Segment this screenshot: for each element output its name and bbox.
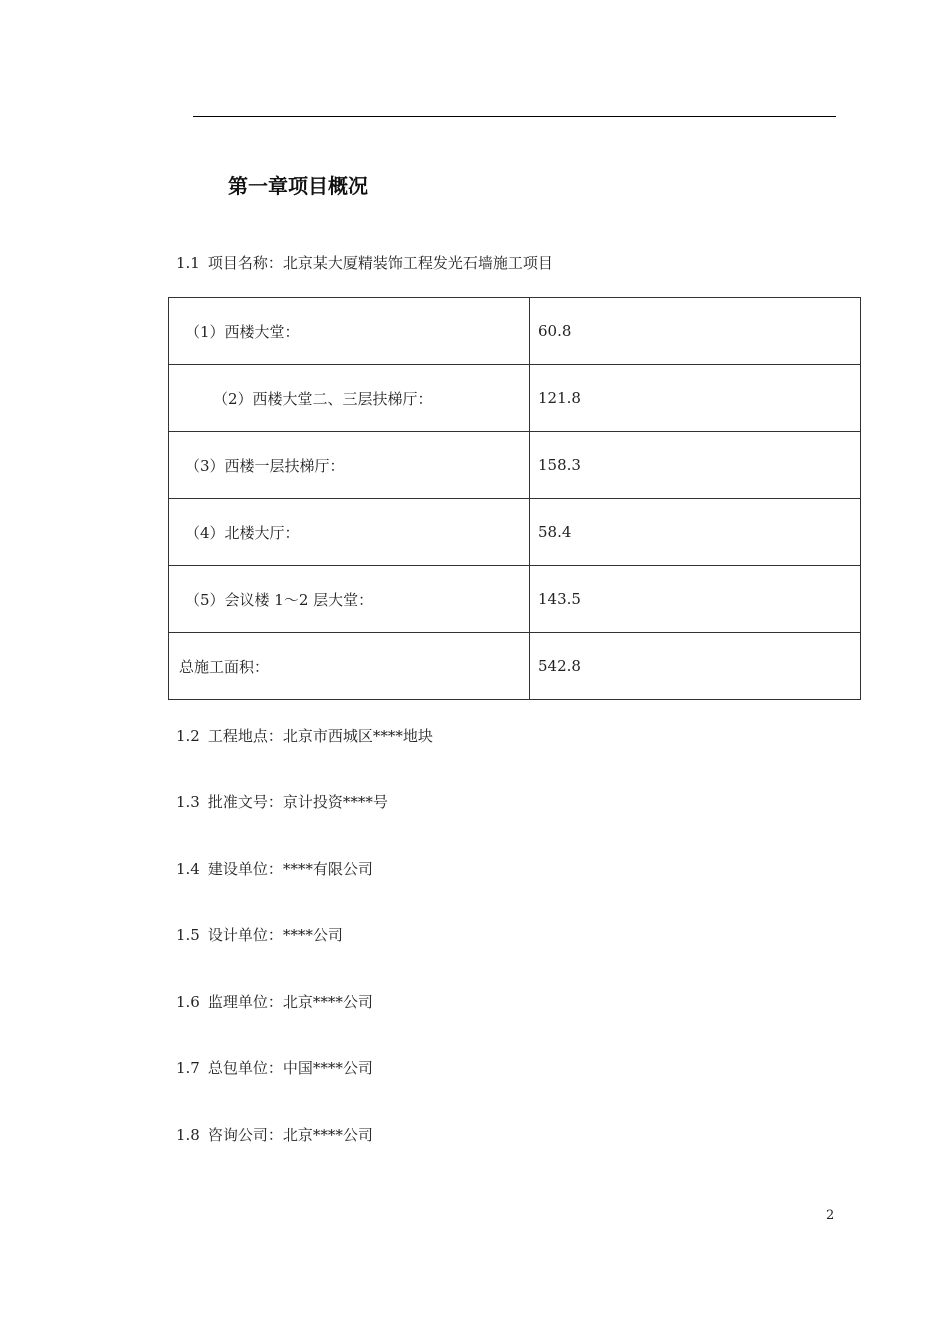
section-text: 批准文号：京计投资****号 xyxy=(207,793,388,811)
area-name-cell: （2）西楼大堂二、三层扶梯厅： xyxy=(169,365,530,432)
area-value-cell: 58.4 xyxy=(530,499,861,566)
table-row xyxy=(169,566,861,633)
section-number: 1.8 xyxy=(176,1126,200,1144)
section-text: 咨询公司：北京****公司 xyxy=(207,1126,373,1144)
table-row-total xyxy=(169,633,861,700)
page-number: 2 xyxy=(826,1208,835,1223)
section-text: 总包单位：中国****公司 xyxy=(207,1059,373,1077)
area-name-cell: （4）北楼大厅： xyxy=(169,499,530,566)
area-table xyxy=(168,297,861,700)
total-area-value: 542.8 xyxy=(530,633,861,700)
header-rule xyxy=(193,116,836,117)
area-name-cell: （1）西楼大堂： xyxy=(169,298,530,365)
area-value-cell: 143.5 xyxy=(530,566,861,633)
section-number: 1.5 xyxy=(176,926,200,944)
section-text: 工程地点：北京市西城区****地块 xyxy=(207,727,433,745)
section-number: 1.3 xyxy=(176,793,200,811)
table-row xyxy=(169,432,861,499)
section-number: 1.7 xyxy=(176,1059,200,1077)
section-line xyxy=(176,726,433,746)
project-name-line xyxy=(176,253,553,273)
section-line xyxy=(176,859,373,879)
section-number: 1.4 xyxy=(176,860,200,878)
section-text: 建设单位：****有限公司 xyxy=(207,860,373,878)
area-value-cell: 121.8 xyxy=(530,365,861,432)
section-text: 设计单位：****公司 xyxy=(207,926,343,944)
section-line xyxy=(176,1125,373,1145)
table-row xyxy=(169,298,861,365)
section-text: 项目名称：北京某大厦精装饰工程发光石墙施工项目 xyxy=(207,254,553,272)
section-line xyxy=(176,792,388,812)
section-number: 1.1 xyxy=(176,254,200,272)
section-line xyxy=(176,992,373,1012)
section-number: 1.6 xyxy=(176,993,200,1011)
area-value-cell: 158.3 xyxy=(530,432,861,499)
area-name-cell: （3）西楼一层扶梯厅： xyxy=(169,432,530,499)
section-line xyxy=(176,1058,373,1078)
area-name-cell: （5）会议楼 1～2 层大堂： xyxy=(169,566,530,633)
section-text: 监理单位：北京****公司 xyxy=(207,993,373,1011)
table-row xyxy=(169,365,861,432)
table-row xyxy=(169,499,861,566)
chapter-title: 第一章项目概况 xyxy=(228,174,368,198)
area-value-cell: 60.8 xyxy=(530,298,861,365)
section-line xyxy=(176,925,343,945)
total-area-label: 总施工面积： xyxy=(169,633,530,700)
section-number: 1.2 xyxy=(176,727,200,745)
